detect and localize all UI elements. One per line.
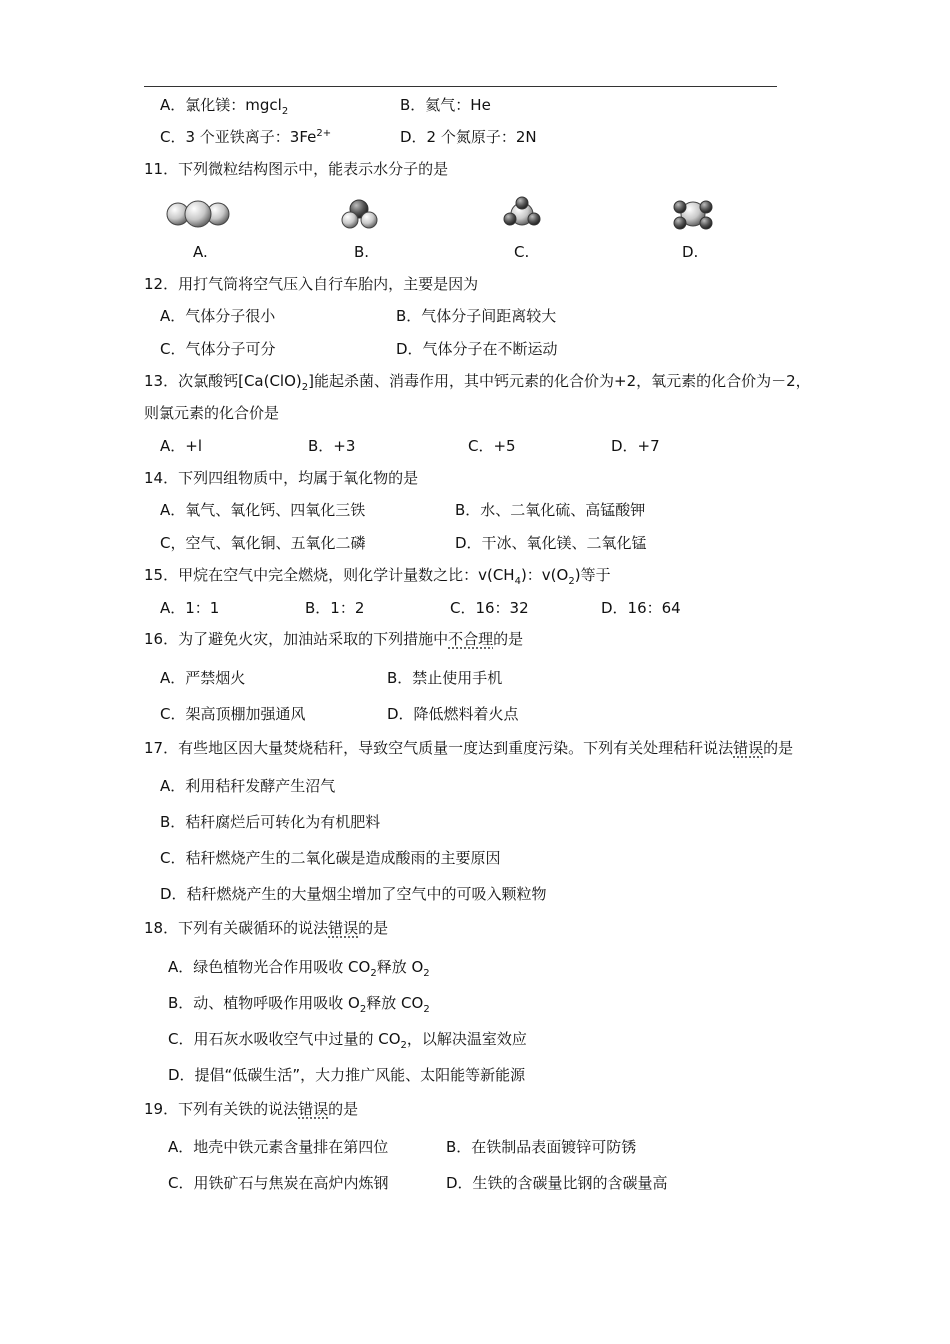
q10-option-d: D．2 个氮原子：2N bbox=[400, 128, 537, 146]
q17-option-a: A．利用秸秆发酵产生沼气 bbox=[160, 777, 336, 795]
q14-option-b: B．水、二氧化硫、高锰酸钾 bbox=[455, 501, 646, 519]
q15-option-a: A．1：1 bbox=[160, 599, 220, 617]
q14-stem: 14．下列四组物质中，均属于氧化物的是 bbox=[144, 469, 419, 487]
molecule-c-diagram bbox=[497, 193, 547, 235]
q10-option-a: A．氯化镁：mgcl$_2$ bbox=[160, 96, 289, 117]
q14-option-c: C，空气、氧化铜、五氧化二磷 bbox=[160, 534, 366, 552]
q10-option-c: C．3 个亚铁离子：$3Fe^{2+}$ bbox=[160, 128, 332, 146]
q19-stem: 19．下列有关铁的说法错误的是 bbox=[144, 1100, 359, 1118]
q17-option-b: B．秸秆腐烂后可转化为有机肥料 bbox=[160, 813, 381, 831]
molecule-b-diagram bbox=[335, 195, 385, 235]
q11-stem: 11．下列微粒结构图示中，能表示水分子的是 bbox=[144, 160, 449, 178]
q16-option-a: A．严禁烟火 bbox=[160, 669, 246, 687]
q11-label-b: B. bbox=[354, 243, 370, 261]
q15-option-b: B．1：2 bbox=[305, 599, 365, 617]
q14-option-d: D．干冰、氧化镁、二氧化锰 bbox=[455, 534, 647, 552]
q13-option-a: A．+l bbox=[160, 437, 202, 455]
q13-option-b: B．+3 bbox=[308, 437, 356, 455]
q11-label-c: C. bbox=[514, 243, 530, 261]
q16-option-b: B．禁止使用手机 bbox=[387, 669, 503, 687]
q18-option-b: B．动、植物呼吸作用吸收 $O_2$释放 $CO_2$ bbox=[168, 994, 430, 1015]
q18-option-a: A．绿色植物光合作用吸收 $CO_2$释放 $O_2$ bbox=[168, 958, 430, 979]
q19-option-d: D．生铁的含碳量比钢的含碳量高 bbox=[446, 1174, 668, 1192]
q13-stem-line2: 则氯元素的化合价是 bbox=[144, 404, 280, 422]
q18-option-c: C．用石灰水吸收空气中过量的 $CO_2$，以解决温室效应 bbox=[168, 1030, 527, 1051]
q17-option-d: D．秸秆燃烧产生的大量烟尘增加了空气中的可吸入颗粒物 bbox=[160, 885, 547, 903]
q18-stem: 18．下列有关碳循环的说法错误的是 bbox=[144, 919, 389, 937]
header-rule bbox=[144, 86, 777, 87]
q16-option-c: C．架高顶棚加强通风 bbox=[160, 705, 306, 723]
molecule-d-diagram bbox=[666, 192, 720, 236]
q15-option-c: C．16：32 bbox=[450, 599, 529, 617]
q12-option-c: C．气体分子可分 bbox=[160, 340, 276, 358]
q19-option-a: A．地壳中铁元素含量排在第四位 bbox=[168, 1138, 389, 1156]
molecule-a-diagram bbox=[160, 195, 240, 235]
q12-stem: 12．用打气筒将空气压入自行车胎内，主要是因为 bbox=[144, 275, 479, 293]
q16-stem: 16．为了避免火灾，加油站采取的下列措施中不合理的是 bbox=[144, 630, 524, 648]
q12-option-b: B．气体分子间距离较大 bbox=[396, 307, 557, 325]
q18-option-d: D．提倡“低碳生活”，大力推广风能、太阳能等新能源 bbox=[168, 1066, 526, 1084]
q14-option-a: A．氧气、氧化钙、四氧化三铁 bbox=[160, 501, 366, 519]
q10-option-b: B．氦气：He bbox=[400, 96, 491, 114]
q12-option-d: D．气体分子在不断运动 bbox=[396, 340, 558, 358]
q19-option-c: C．用铁矿石与焦炭在高炉内炼钢 bbox=[168, 1174, 389, 1192]
q17-stem: 17．有些地区因大量焚烧秸秆，导致空气质量一度达到重度污染。下列有关处理秸秆说法错误的是 bbox=[144, 739, 794, 757]
q15-option-d: D．16：64 bbox=[601, 599, 681, 617]
q13-option-d: D．+7 bbox=[611, 437, 660, 455]
q13-stem: 13．次氯酸钙$[Ca(ClO)_2]$能起杀菌、消毒作用，其中钙元素的化合价为+2，氧元素的化合价为－2， bbox=[144, 372, 811, 393]
q19-option-b: B．在铁制品表面镀锌可防锈 bbox=[446, 1138, 637, 1156]
q11-label-a: A. bbox=[193, 243, 208, 261]
q16-option-d: D．降低燃料着火点 bbox=[387, 705, 519, 723]
q17-option-c: C．秸秆燃烧产生的二氧化碳是造成酸雨的主要原因 bbox=[160, 849, 501, 867]
q15-stem: 15．甲烷在空气中完全燃烧，则化学计量数之比：$v(CH_4)$：$v(O_2)$等于 bbox=[144, 566, 611, 587]
q13-option-c: C．+5 bbox=[468, 437, 516, 455]
q11-label-d: D. bbox=[682, 243, 699, 261]
q12-option-a: A．气体分子很小 bbox=[160, 307, 276, 325]
